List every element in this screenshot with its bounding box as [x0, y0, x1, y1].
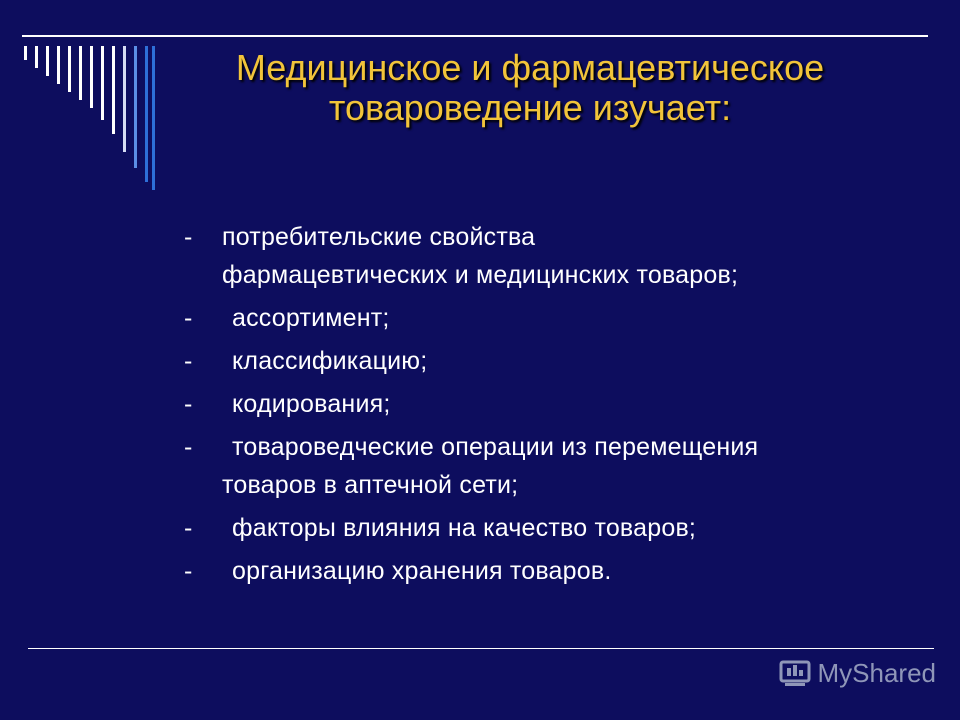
- deco-bar: [79, 46, 82, 100]
- list-item: [184, 552, 904, 590]
- item-line-1: ассортимент;: [232, 304, 390, 332]
- item-line-1: классификацию;: [232, 347, 428, 375]
- item-line-1: кодирования;: [232, 390, 391, 418]
- watermark-text: MyShared: [817, 657, 936, 688]
- list-item: [184, 509, 904, 547]
- deco-bar: [68, 46, 71, 92]
- dash: -: [184, 433, 193, 461]
- deco-bar: [123, 46, 126, 152]
- deco-bar: [101, 46, 104, 120]
- dash: -: [184, 390, 193, 418]
- item-line-1-text: товароведческие операции из перемещения: [232, 433, 759, 461]
- list-item: [184, 385, 904, 423]
- deco-bar: [46, 46, 49, 76]
- dash: -: [184, 304, 193, 332]
- deco-bar: [90, 46, 93, 108]
- title-line-2: товароведение изучает:: [328, 87, 732, 128]
- deco-bar: [152, 46, 155, 190]
- deco-bar: [24, 46, 27, 60]
- list-item: [184, 342, 904, 380]
- deco-bar: [57, 46, 60, 84]
- item-line-1: факторы влияния на качество товаров;: [232, 514, 697, 542]
- list-item: [184, 218, 904, 294]
- deco-bar: [145, 46, 148, 182]
- deco-bar: [35, 46, 38, 68]
- item-line-2: фармацевтических и медицинских товаров;: [222, 261, 739, 289]
- bullet-list: [184, 218, 904, 595]
- dash: -: [184, 514, 193, 542]
- item-line-2: товаров в аптечной сети;: [222, 471, 519, 499]
- item-line-1: [212, 428, 904, 466]
- item-line-1: потребительские свойства: [222, 223, 536, 251]
- dash: -: [184, 347, 193, 375]
- title-line-1: Медицинское и фармацевтическое: [235, 47, 825, 88]
- item-line-1: организацию хранения товаров.: [232, 557, 612, 585]
- slide-title: [170, 48, 890, 128]
- myshared-logo-icon: [778, 656, 812, 690]
- top-rule: [22, 35, 928, 37]
- dash: -: [184, 557, 193, 585]
- dash: -: [184, 223, 193, 251]
- deco-bar: [112, 46, 115, 134]
- watermark: [778, 656, 937, 690]
- bottom-rule: [28, 648, 934, 649]
- list-item: [184, 428, 904, 504]
- list-item: [184, 299, 904, 337]
- deco-bar: [134, 46, 137, 168]
